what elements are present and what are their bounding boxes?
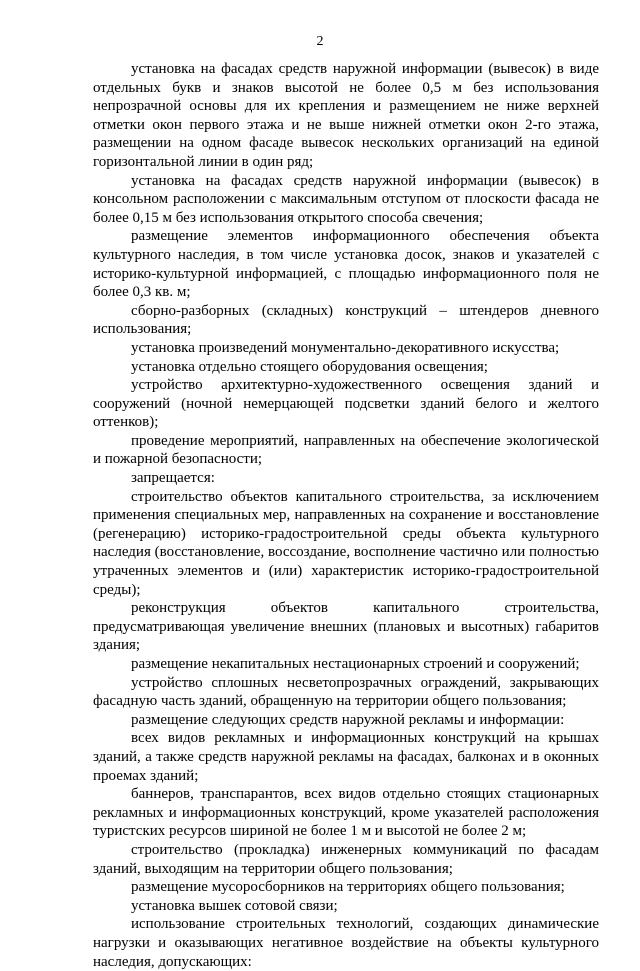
paragraph: запрещается: (131, 470, 215, 487)
paragraph: размещение следующих средств наружной рекламы и информации: (131, 711, 565, 728)
paragraph: устройство сплошных несветопрозрачных ограждений, закрывающих фасадную часть зданий, обращенную на территории общего пользования; (93, 674, 599, 710)
paragraph: реконструкция объектов капитального строительства, предусматривающая увеличение внешних (плановых и высотных) габаритов здания; (93, 600, 599, 654)
paragraph: установка отдельно стоящего оборудования освещения; (131, 358, 488, 375)
paragraph: сборно-разборных (складных) конструкций – штендеров дневного использования; (93, 302, 599, 338)
paragraph: установка вышек сотовой связи; (131, 897, 338, 914)
paragraph: баннеров, транспарантов, всех видов отдельно стоящих стационарных рекламных и информационных конструкций, кроме указателей расположения туристских ресурсов шириной не более 1 м и высотой не более 2 м; (93, 786, 599, 840)
paragraph: размещение некапитальных нестационарных строений и сооружений; (131, 656, 580, 672)
paragraph: строительство (прокладка) инженерных коммуникаций по фасадам зданий, выходящим на территории общего пользования; (93, 841, 599, 877)
paragraph: размещение элементов информационного обеспечения объекта культурного наследия, в том числе установка досок, знаков и указателей с историко-культурной информацией, с площадью информационного поля не более 0,3 кв. м; (93, 228, 599, 301)
document-body (93, 60, 599, 971)
paragraph: установка на фасадах средств наружной информации (вывесок) в виде отдельных букв и знаков высотой не более 0,5 м без использования непрозрачной основы для их крепления и размещением не ниже верхней отметки окон первого этажа и не выше нижней отметки окон 2-го этажа, размещении на одном фасаде вывесок нескольких организаций на единой горизонтальной линии в один ряд; (93, 61, 599, 170)
paragraph: устройство архитектурно-художественного освещения зданий и сооружений (ночной немерцающей подсветки зданий белого и желтого оттенков); (93, 377, 599, 431)
page-number: 2 (316, 34, 324, 49)
paragraph: размещение мусоросборников на территориях общего пользования; (131, 879, 565, 896)
paragraph: установка произведений монументально-декоративного искусства; (131, 339, 560, 356)
paragraph: использование строительных технологий, создающих динамические нагрузки и оказывающих негативное воздействие на объекты культурного наследия, допускающих: (93, 916, 599, 970)
paragraph: проведение мероприятий, направленных на обеспечение экологической и пожарной безопасности; (93, 432, 599, 468)
paragraph: строительство объектов капитального строительства, за исключением применения специальных мер, направленных на сохранение и восстановление (регенерацию) историко-градостроительной среды объекта культурного наследия (восстановление, воссоздание, восполнение частично или полностью утраченных элементов и (или) характеристик историко-градостроительной среды); (93, 488, 599, 598)
paragraph: всех видов рекламных и информационных конструкций на крышах зданий, а также средств наружной рекламы на фасадах, балконах и в оконных проемах зданий; (93, 730, 599, 784)
paragraph: установка на фасадах средств наружной информации (вывесок) в консольном расположении с максимальным отступом от плоскости фасада не более 0,15 м без использования открытого способа свечения; (93, 172, 599, 226)
